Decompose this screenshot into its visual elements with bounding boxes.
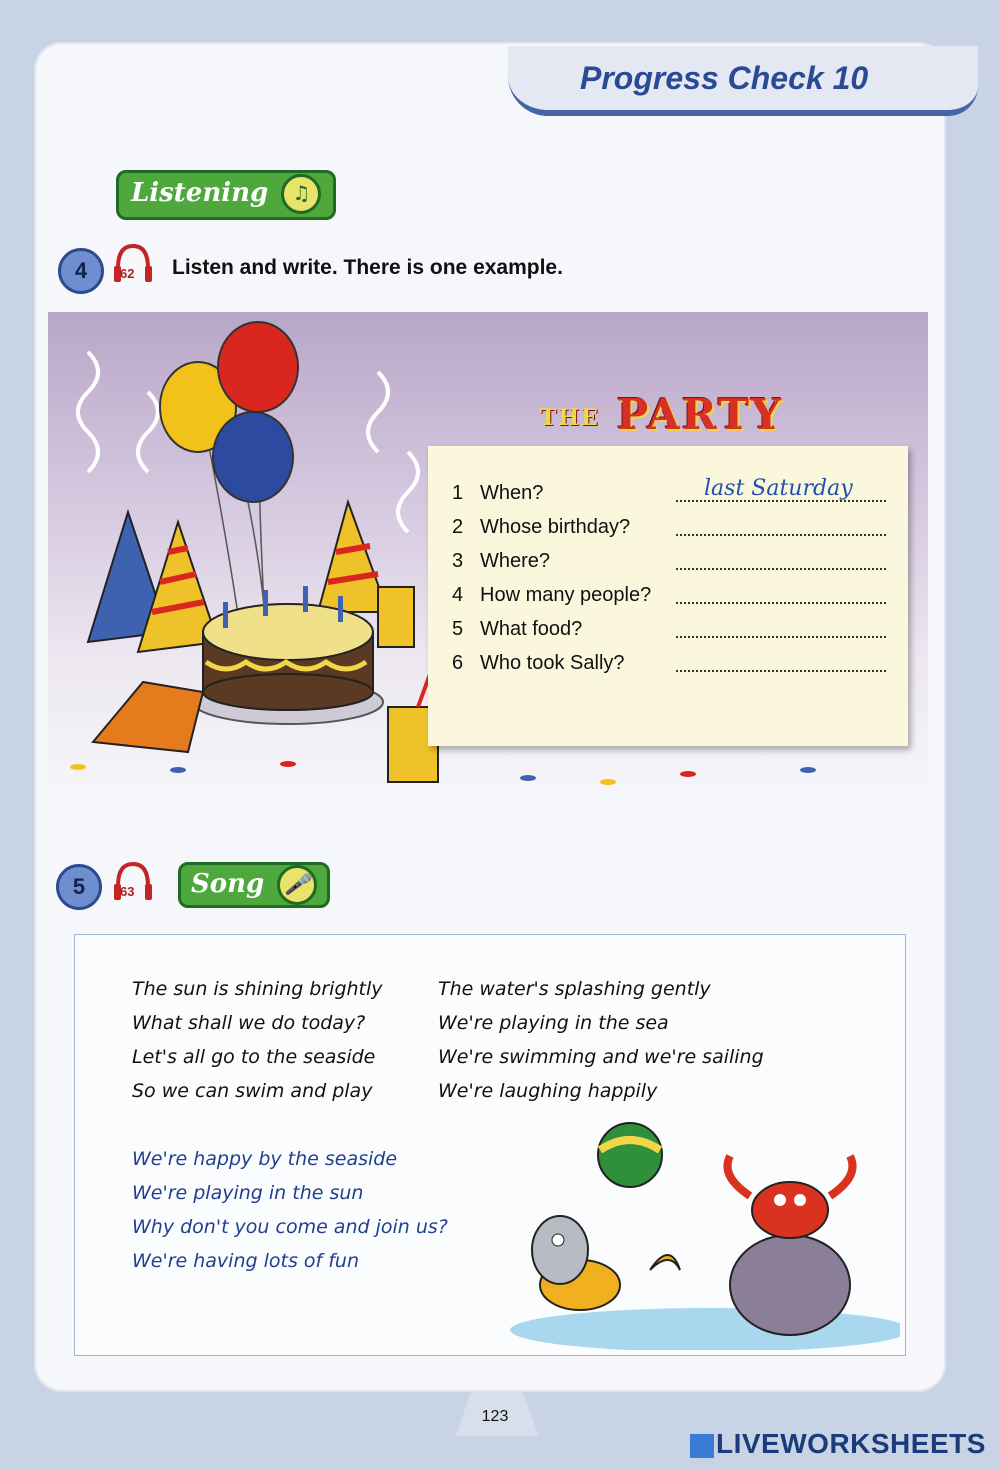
lyric-line: The water's splashing gently xyxy=(438,978,711,1000)
page-title: Progress Check 10 xyxy=(580,60,869,96)
answer-field[interactable] xyxy=(676,602,886,604)
exercise-number-4: 4 xyxy=(58,248,104,294)
audio-track-63-button[interactable] xyxy=(112,860,154,904)
question-number: 5 xyxy=(452,618,464,640)
lyric-line: The sun is shining brightly xyxy=(132,978,383,1000)
headphones-icon: ♫ xyxy=(281,174,321,214)
lyric-line: We're playing in the sea xyxy=(438,1012,669,1034)
party-title-big: PARTY xyxy=(616,390,784,439)
answer-example: last Saturday xyxy=(704,476,853,501)
listening-badge-label: Listening xyxy=(131,178,269,208)
question-number: 1 xyxy=(452,482,464,504)
audio-track-62-button[interactable] xyxy=(112,242,154,286)
question-number: 6 xyxy=(452,652,464,674)
chorus-line: We're playing in the sun xyxy=(132,1182,364,1204)
chorus-line: We're happy by the seaside xyxy=(132,1148,398,1170)
question-text: Whose birthday? xyxy=(480,516,631,538)
microphone-icon: 🎤 xyxy=(277,865,317,905)
question-text: How many people? xyxy=(480,584,652,606)
lyric-line: Let's all go to the seaside xyxy=(132,1046,376,1068)
lyric-line: So we can swim and play xyxy=(132,1080,373,1102)
answer-field[interactable] xyxy=(676,636,886,638)
answer-field[interactable] xyxy=(676,568,886,570)
page-number: 123 xyxy=(481,1408,509,1425)
question-row-1 xyxy=(452,476,892,512)
liveworksheets-logo-icon xyxy=(690,1434,714,1458)
question-number: 3 xyxy=(452,550,464,572)
party-title xyxy=(540,390,783,439)
question-text: What food? xyxy=(480,618,583,640)
lyric-line: We're laughing happily xyxy=(438,1080,658,1102)
question-row-6 xyxy=(452,652,892,682)
brand-name: LIVEWORKSHEETS xyxy=(716,1428,986,1459)
question-text: Who took Sally? xyxy=(480,652,625,674)
question-number: 4 xyxy=(452,584,464,606)
chorus-line: We're having lots of fun xyxy=(132,1250,360,1272)
seaside-illustration xyxy=(450,1100,900,1350)
answer-field[interactable] xyxy=(676,534,886,536)
lyric-line: What shall we do today? xyxy=(132,1012,366,1034)
listening-badge xyxy=(116,170,336,220)
chorus-line: Why don't you come and join us? xyxy=(132,1216,448,1238)
party-title-small: THE xyxy=(540,405,600,431)
question-row-2 xyxy=(452,516,892,546)
question-row-3 xyxy=(452,550,892,580)
instruction-text: Listen and write. There is one example. xyxy=(172,256,563,279)
question-row-5 xyxy=(452,618,892,648)
question-row-4 xyxy=(452,584,892,614)
brand-logo xyxy=(690,1428,986,1460)
question-text: Where? xyxy=(480,550,551,572)
song-badge xyxy=(178,862,330,908)
answer-field[interactable] xyxy=(676,670,886,672)
question-number: 2 xyxy=(452,516,464,538)
song-badge-label: Song xyxy=(191,869,265,899)
question-text: When? xyxy=(480,482,544,504)
exercise-number-5: 5 xyxy=(56,864,102,910)
track-number: 62 xyxy=(120,266,135,281)
track-number: 63 xyxy=(120,884,135,899)
lyric-line: We're swimming and we're sailing xyxy=(438,1046,764,1068)
